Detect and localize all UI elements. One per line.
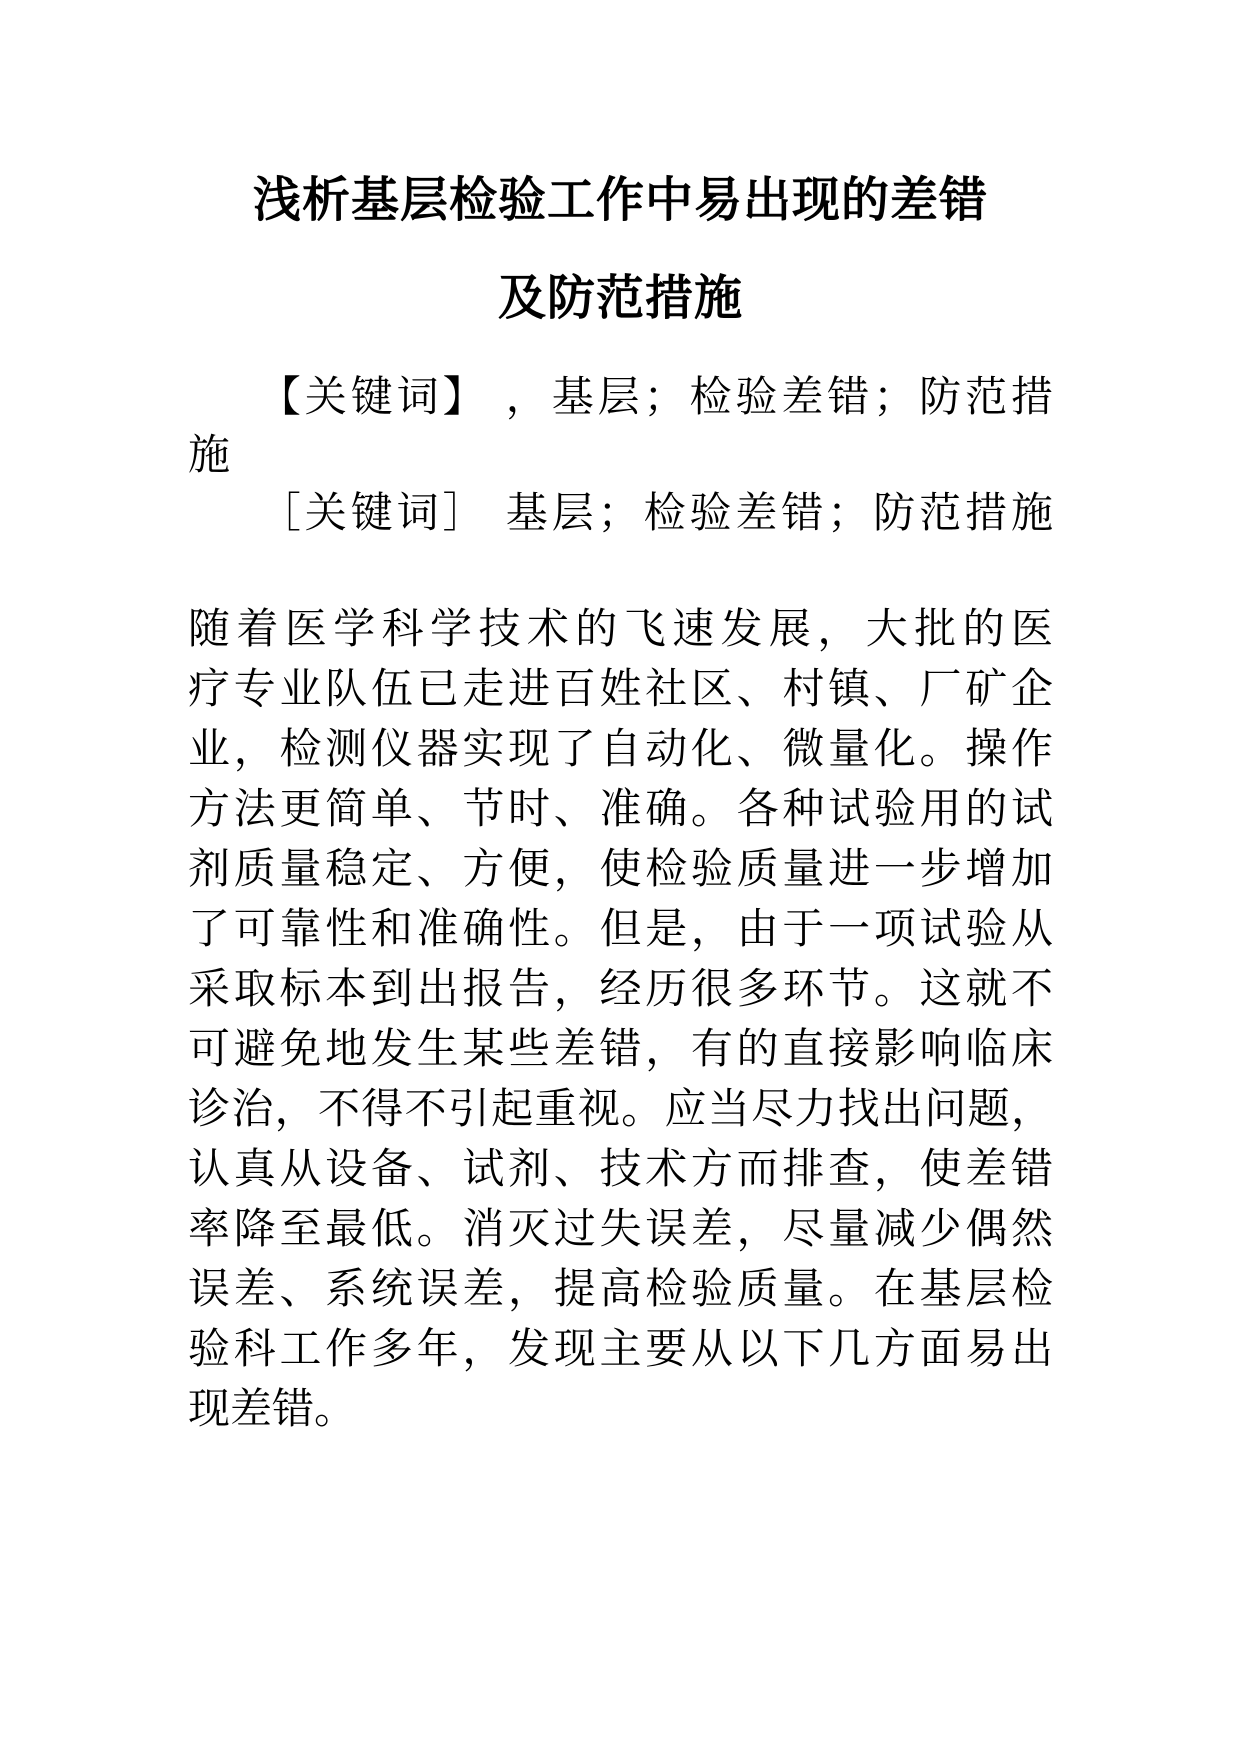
body-line: 现差错。	[188, 1384, 357, 1433]
body-line: 方法更简单、节时、准确。各种试验用的试	[188, 784, 1053, 833]
keywords-line-1: 【关键词】 ，基层；检验差错；防范措	[188, 372, 1053, 421]
body-line: 验科工作多年，发现主要从以下几方面易出	[188, 1324, 1053, 1373]
body-line: 误差、系统误差，提高检验质量。在基层检	[188, 1264, 1053, 1313]
keywords-line-2: 施	[188, 430, 231, 479]
body-line: 剂质量稳定、方便，使检验质量进一步增加	[188, 844, 1053, 893]
body-line: 可避免地发生某些差错，有的直接影响临床	[188, 1024, 1053, 1073]
body-line: 疗专业队伍已走进百姓社区、村镇、厂矿企	[188, 664, 1053, 713]
body-line: 业，检测仪器实现了自动化、微量化。操作	[188, 724, 1053, 773]
body-line: 了可靠性和准确性。但是，由于一项试验从	[188, 904, 1053, 953]
document-title-line-2: 及防范措施	[497, 270, 743, 326]
body-line: 采取标本到出报告，经历很多环节。这就不	[188, 964, 1053, 1013]
body-line: 随着医学科学技术的飞速发展，大批的医	[188, 604, 1053, 653]
body-line: 率降至最低。消灭过失误差，尽量减少偶然	[188, 1204, 1053, 1253]
body-line: 诊治，不得不引起重视。应当尽力找出问题，	[188, 1084, 1053, 1133]
keywords-alt-line: ［关键词］ 基层；检验差错；防范措施	[188, 488, 1053, 537]
document-title-line-1: 浅析基层检验工作中易出现的差错	[252, 172, 988, 228]
body-line: 认真从设备、试剂、技术方而排查，使差错	[188, 1144, 1053, 1193]
